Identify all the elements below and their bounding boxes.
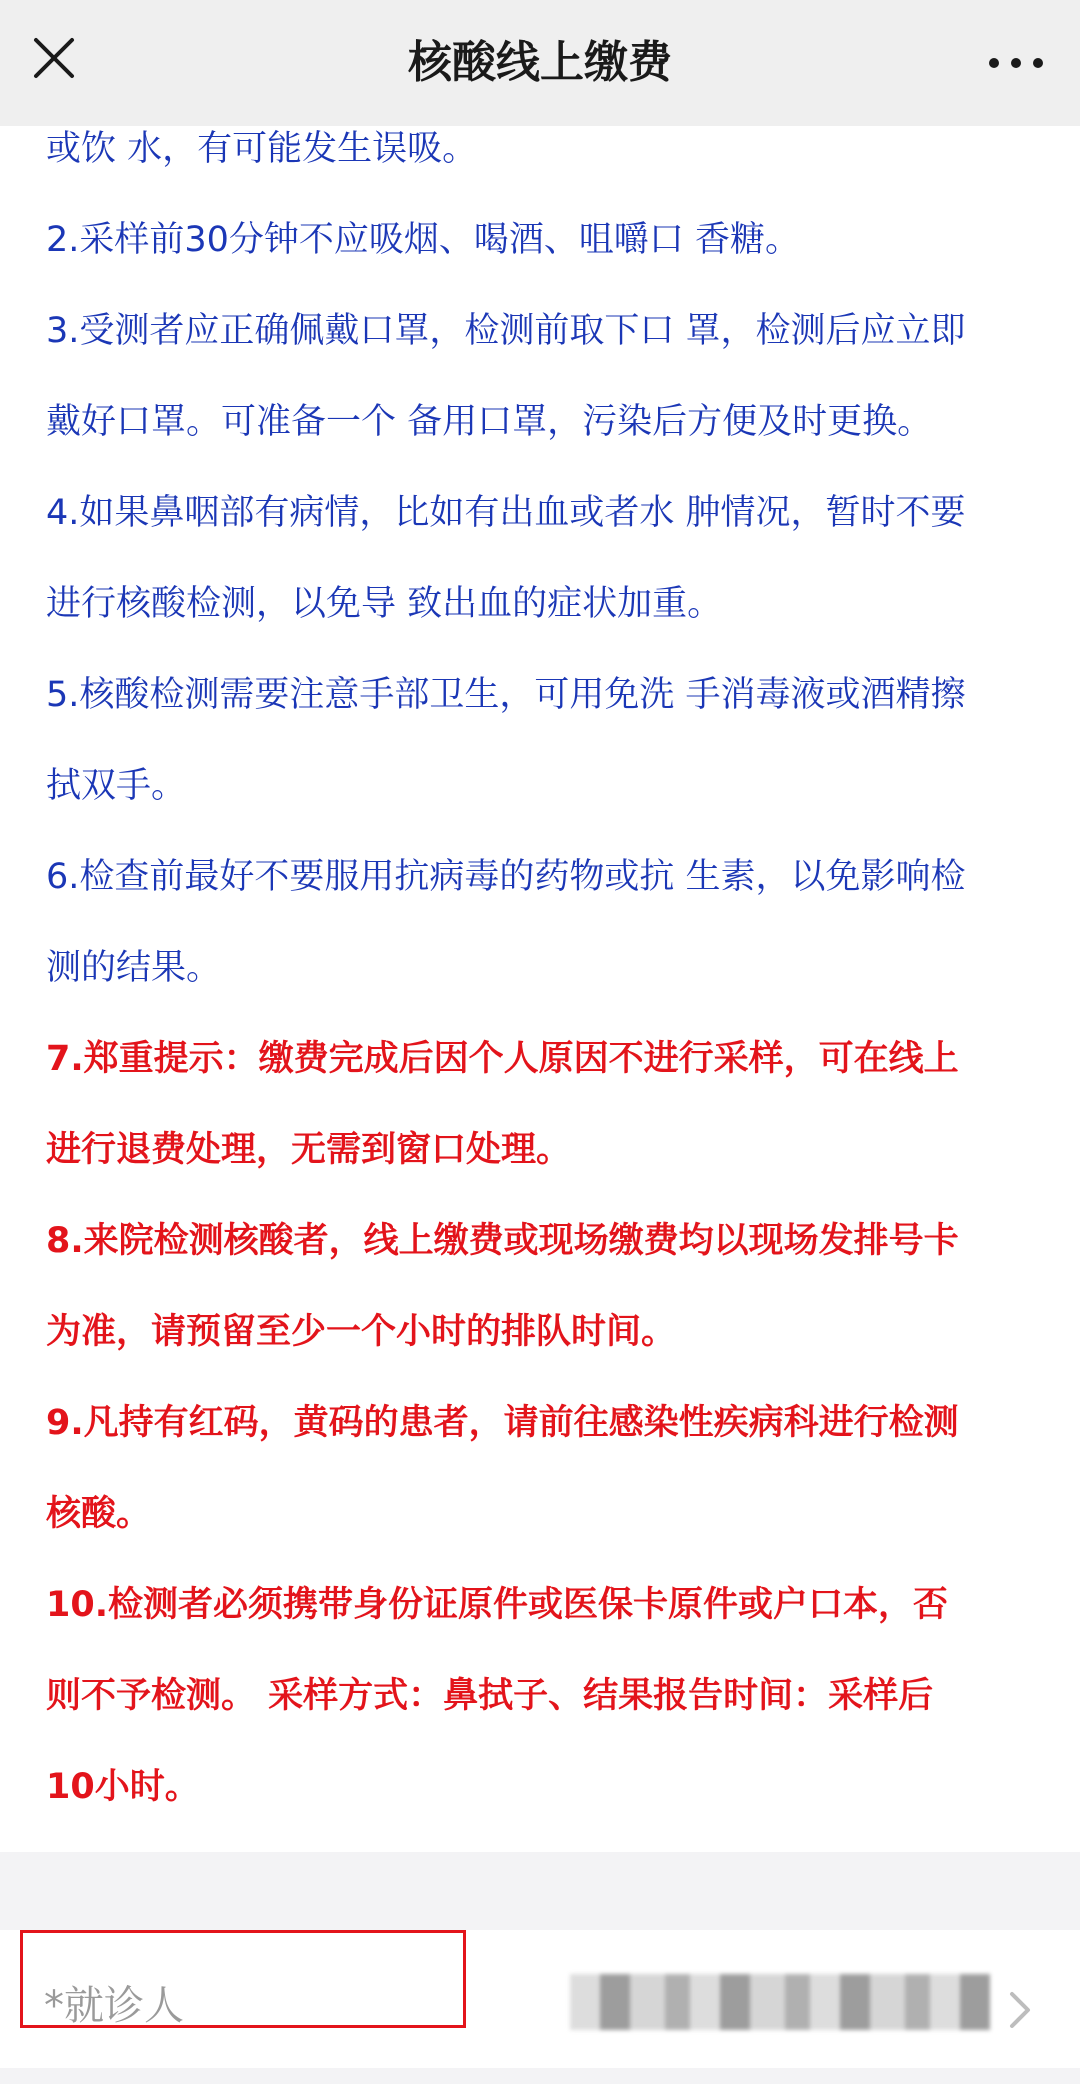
close-button[interactable] [24,28,84,88]
page-title: 核酸线上缴费 [408,37,672,88]
notice-line: 核酸。 [46,1494,152,1534]
close-icon [24,28,84,88]
notice-line: 2.采样前30分钟不应吸烟、喝酒、咀嚼口 香糖。 [46,220,801,260]
notice-line: 测的结果。 [46,948,222,988]
notice-line: 进行退费处理，无需到窗口处理。 [46,1130,572,1170]
patient-select-chevron[interactable] [1000,1990,1040,2030]
notice-line: 6.检查前最好不要服用抗病毒的药物或抗 生素，以免影响检 [46,857,966,897]
patient-label: *就诊人 [44,1983,184,2029]
notice-line: 戴好口罩。可准备一个 备用口罩，污染后方便及时更换。 [46,402,933,442]
notice-line: 9.凡持有红码，黄码的患者，请前往感染性疾病科进行检测 [46,1403,959,1443]
section-gap [0,1852,1080,1930]
more-dots-icon [976,38,1056,88]
notice-line: 则不予检测。 采样方式：鼻拭子、结果报告时间：采样后 [46,1676,934,1716]
notice-line: 8.来院检测核酸者，线上缴费或现场缴费均以现场发排号卡 [46,1221,959,1261]
notice-line: 4.如果鼻咽部有病情，比如有出血或者水 肿情况，暂时不要 [46,493,966,533]
notice-content [0,126,1080,1852]
notice-line: 7.郑重提示：缴费完成后因个人原因不进行采样，可在线上 [46,1039,959,1079]
notice-line: 为准，请预留至少一个小时的排队时间。 [46,1312,677,1352]
patient-value-blurred [570,1974,990,2030]
top-bar [0,0,1080,126]
chevron-right-icon [1000,1990,1040,2030]
notice-line: 进行核酸检测，以免导 致出血的症状加重。 [46,584,723,624]
notice-line: 10.检测者必须携带身份证原件或医保卡原件或户口本，否 [46,1585,949,1625]
more-button[interactable] [976,38,1056,88]
notice-line: 或饮 水，有可能发生误吸。 [46,129,478,169]
notice-line: 3.受测者应正确佩戴口罩，检测前取下口 罩，检测后应立即 [46,311,966,351]
patient-row[interactable] [0,1930,1080,2068]
bottom-strip [0,2068,1080,2084]
notice-line: 5.核酸检测需要注意手部卫生，可用免洗 手消毒液或酒精擦 [46,675,966,715]
notice-line: 拭双手。 [46,766,187,806]
notice-line: 10小时。 [46,1767,200,1807]
